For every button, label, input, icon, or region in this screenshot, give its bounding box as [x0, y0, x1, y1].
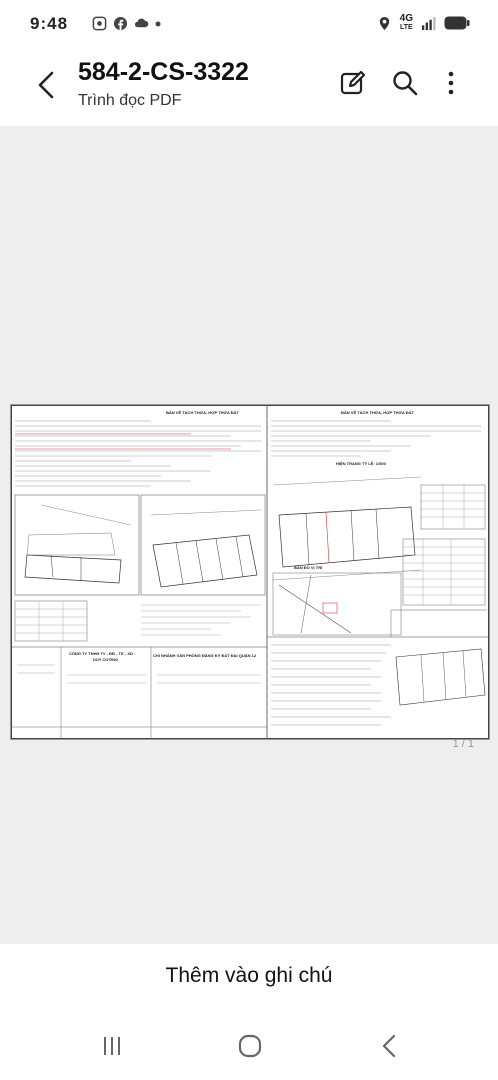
page-indicator: 1 / 1 — [452, 738, 474, 750]
facebook-icon — [113, 16, 128, 31]
recent-apps-button[interactable] — [98, 1032, 126, 1060]
edit-button[interactable] — [338, 68, 368, 98]
heading-right: BẢN VẼ TÁCH THỬA, HỢP THỬA ĐẤT — [341, 410, 414, 415]
notification-icons — [92, 16, 161, 31]
land-survey-drawing — [11, 405, 489, 739]
pdf-page[interactable] — [10, 404, 490, 740]
search-button[interactable] — [390, 68, 420, 98]
location-icon — [377, 16, 392, 31]
app-subtitle: Trình đọc PDF — [78, 92, 182, 109]
cloud-icon — [134, 16, 149, 31]
gallery-icon — [92, 16, 107, 31]
company-subname: DUY CƯỜNG — [93, 657, 119, 662]
add-to-notes-button[interactable] — [0, 944, 498, 1008]
current-state-label: HIỆN TRẠNG TỶ LỆ: 1/500 — [336, 461, 386, 466]
system-icons — [377, 14, 470, 32]
more-notifications-dot — [155, 21, 161, 27]
home-button[interactable] — [236, 1032, 264, 1060]
status-time: 9:48 — [30, 14, 69, 33]
heading-left: BẢN VẼ TÁCH THỬA, HỢP THỬA ĐẤT — [166, 410, 239, 415]
more-options-button[interactable] — [436, 68, 466, 98]
add-to-notes-label: Thêm vào ghi chú — [165, 964, 333, 987]
signal-icon — [421, 16, 436, 31]
battery-icon — [444, 16, 470, 30]
company-name: CÔNG TY TNHH TV - ĐĐ - TK - XD — [69, 651, 133, 656]
back-nav-button[interactable] — [376, 1032, 404, 1060]
location-map-label: BẢN ĐỒ VỊ TRÍ — [294, 565, 323, 570]
navigation-bar — [0, 1008, 498, 1080]
network-type: 4G LTE — [399, 13, 413, 31]
document-title: 584-2-CS-3322 — [78, 58, 249, 86]
app-bar — [0, 58, 498, 126]
back-button[interactable] — [30, 68, 64, 102]
pdf-viewer[interactable] — [0, 126, 498, 944]
status-bar — [0, 0, 498, 58]
branch-name: CHI NHÁNH VĂN PHÒNG ĐĂNG KÝ ĐẤT ĐAI QUẬN 12 — [153, 653, 257, 658]
